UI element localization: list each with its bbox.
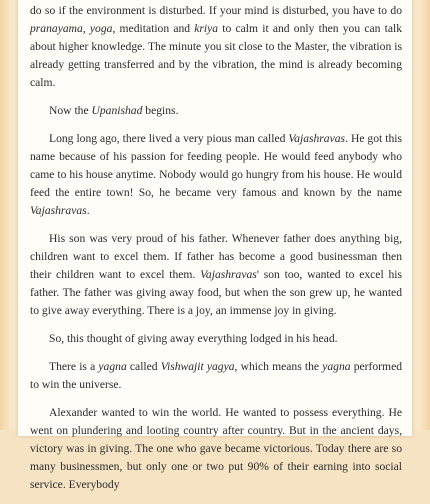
italic-term: kriya <box>194 22 219 35</box>
italic-term: yagna <box>98 360 127 373</box>
text-run: to calm it and only then you can talk about higher knowledge. The minute you sit close to the Master, the vibration is already getting transferred and by the vibration, the mind is already becoming calm. <box>30 22 402 89</box>
text-run: , which means the <box>234 360 323 373</box>
paragraph <box>30 230 402 320</box>
text-run: called <box>126 360 161 373</box>
text-run: . <box>86 204 90 217</box>
italic-term: yagna <box>322 360 351 373</box>
page-text <box>30 0 402 504</box>
paragraph <box>30 330 402 348</box>
text-run: begins. <box>142 104 179 117</box>
italic-term: pranayama, yoga <box>30 22 113 35</box>
text-run: There is a <box>49 360 99 373</box>
text-run: His son was very proud of his father. Whenever father does anything big, children want to excel them. If father has become a good businessman then their children want to excel them. <box>30 232 402 281</box>
text-run: Now the <box>49 104 92 117</box>
book-page <box>18 0 412 491</box>
paragraph <box>30 358 402 394</box>
text-run: performed to win the universe. <box>30 360 403 391</box>
paragraph <box>30 0 402 92</box>
text-run: Alexander wanted to win the world. He wanted to possess everything. He went on plundering and looting country after country. But in the ancient days, victory was in giving. The one who gave became victorious. Today there are so many businessmen, but only one or two put 90% of their earning into social service. Everybody <box>30 406 402 491</box>
paragraph <box>30 130 402 220</box>
italic-term: Vajashravas <box>288 132 346 145</box>
italic-term: Vajashravas <box>200 268 257 281</box>
text-run: . He got this name because of his passion for feeding people. He would feed anybody who came to his house anytime. Nobody would go hungry from his house. He would feed the entire town! So, he became very famous and known by the name <box>30 132 402 199</box>
text-run: So, this thought of giving away everything lodged in his head. <box>49 332 338 345</box>
text-run: ' son too, wanted to excel his father. The father was giving away food, but when the son grew up, he wanted to give away everything. There is a joy, an immense joy in giving. <box>30 268 402 317</box>
text-run: , meditation and <box>112 22 195 35</box>
paragraph <box>30 404 402 494</box>
italic-term: Upanishad <box>91 104 143 117</box>
italic-term: Vishwajit yagya <box>160 360 235 373</box>
text-run: Long long ago, there lived a very pious man called <box>49 132 289 145</box>
italic-term: Vajashravas <box>30 204 87 217</box>
paragraph <box>30 102 402 120</box>
text-run: do so if the environment is disturbed. If your mind is disturbed, you have to do <box>30 4 402 17</box>
